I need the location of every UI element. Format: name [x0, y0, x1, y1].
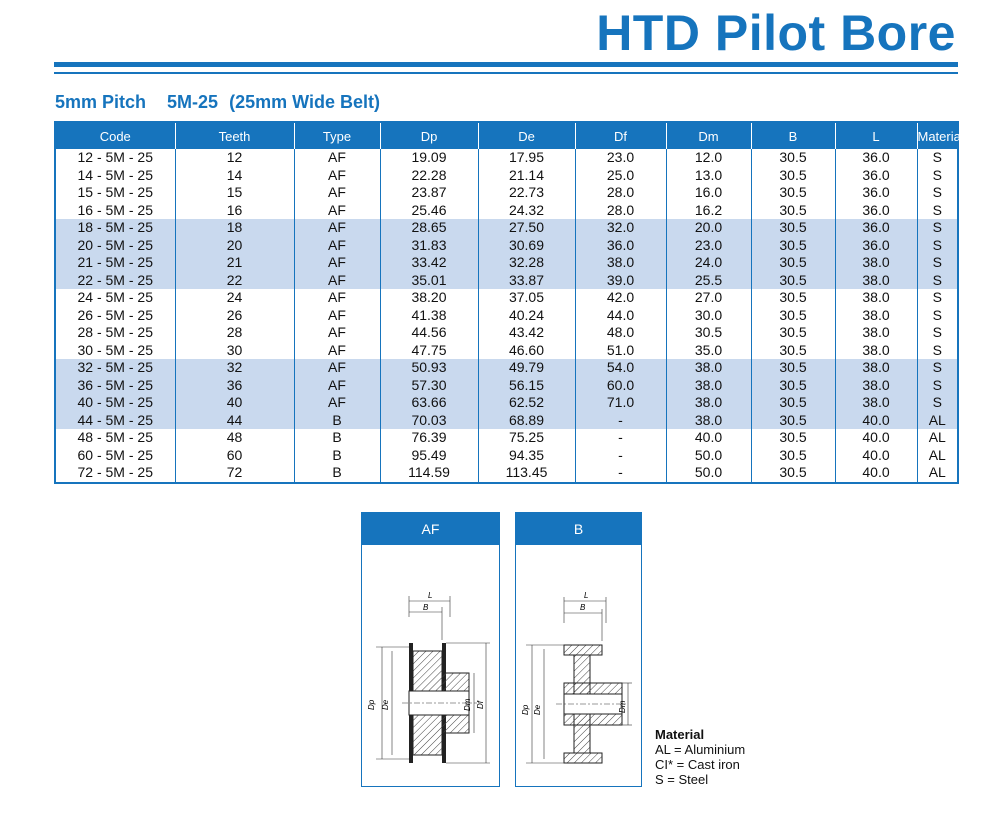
- table-cell-b: 30.5: [751, 464, 835, 483]
- table-cell-l: 36.0: [835, 202, 917, 220]
- table-row: [55, 202, 958, 220]
- column-header-dp: Dp: [380, 122, 478, 149]
- table-cell-type: AF: [294, 219, 380, 237]
- table-cell-dm: 50.0: [666, 447, 751, 465]
- table-cell-code: 15 - 5M - 25: [77, 184, 153, 201]
- table-row: [55, 412, 958, 430]
- table-cell-b: 30.5: [751, 289, 835, 307]
- table-row: [55, 184, 958, 202]
- table-cell-teeth: 12: [175, 149, 294, 167]
- table-cell-type: AF: [294, 324, 380, 342]
- table-row: [55, 307, 958, 325]
- table-cell-material: S: [917, 394, 958, 412]
- table-cell-material: S: [917, 272, 958, 290]
- table-cell-de: 17.95: [478, 149, 575, 167]
- table-cell-teeth: 32: [175, 359, 294, 377]
- table-cell-teeth: 26: [175, 307, 294, 325]
- table-cell-dp: 35.01: [380, 272, 478, 290]
- table-cell-material: S: [917, 342, 958, 360]
- b-upper-rim: [564, 645, 602, 655]
- table-cell-dp: 44.56: [380, 324, 478, 342]
- table-cell-df: 28.0: [575, 184, 666, 202]
- table-cell-material: AL: [917, 412, 958, 430]
- table-cell-teeth: 60: [175, 447, 294, 465]
- b-dim-dm-label: Dm: [618, 700, 627, 713]
- table-cell-dm: 13.0: [666, 167, 751, 185]
- table-cell-material: S: [917, 219, 958, 237]
- legend-heading: Material: [655, 727, 705, 742]
- table-cell-dp: 19.09: [380, 149, 478, 167]
- af-dim-de-label: De: [381, 699, 390, 710]
- table-cell-material: S: [917, 324, 958, 342]
- table-cell-l: 38.0: [835, 254, 917, 272]
- table-cell-df: 23.0: [575, 149, 666, 167]
- table-row: [55, 219, 958, 237]
- table-cell-dp: 33.42: [380, 254, 478, 272]
- af-dim-dm-label: Dm: [463, 698, 472, 711]
- table-cell-dp: 114.59: [380, 464, 478, 483]
- table-cell-code: 36 - 5M - 25: [55, 377, 175, 395]
- table-cell-teeth: 22: [175, 272, 294, 290]
- table-row: [55, 237, 958, 255]
- table-cell-df: -: [575, 412, 666, 430]
- table-cell-teeth: 44: [175, 412, 294, 430]
- table-cell-type: AF: [294, 394, 380, 412]
- table-cell-teeth: 72: [175, 464, 294, 483]
- table-cell-dm: 24.0: [666, 254, 751, 272]
- table-cell-b: 30.5: [751, 342, 835, 360]
- table-cell-dm: 23.0: [666, 237, 751, 255]
- table-cell-b: 30.5: [751, 412, 835, 430]
- table-row: [55, 342, 958, 360]
- column-header-df: Df: [575, 122, 666, 149]
- table-cell-l: 36.0: [835, 184, 917, 202]
- table-cell-b: 30.5: [751, 202, 835, 220]
- table-cell-material: S: [917, 237, 958, 255]
- table-cell-dp: 31.83: [380, 237, 478, 255]
- b-dim-de-label: De: [533, 704, 542, 715]
- table-cell-b: 30.5: [751, 167, 835, 185]
- table-cell-b: 30.5: [751, 237, 835, 255]
- af-dim-df-label: Df: [476, 701, 485, 709]
- material-legend: [655, 727, 745, 787]
- table-cell-material: S: [917, 167, 958, 185]
- table-cell-de: 62.52: [478, 394, 575, 412]
- table-row: [55, 254, 958, 272]
- table-cell-teeth: 40: [175, 394, 294, 412]
- table-cell-dp: 47.75: [380, 342, 478, 360]
- table-cell-dp: 22.28: [380, 167, 478, 185]
- table-cell-type: AF: [294, 254, 380, 272]
- table-cell-l: 40.0: [835, 447, 917, 465]
- table-cell-teeth: 48: [175, 429, 294, 447]
- table-cell-dp: 50.93: [380, 359, 478, 377]
- table-cell-df: 42.0: [575, 289, 666, 307]
- table-cell-l: 36.0: [835, 237, 917, 255]
- table-row: [55, 359, 958, 377]
- table-cell-teeth: 28: [175, 324, 294, 342]
- table-cell-df: 39.0: [575, 272, 666, 290]
- table-row: [55, 289, 958, 307]
- table-cell-type: AF: [294, 184, 380, 202]
- table-cell-code: 16 - 5M - 25: [77, 201, 153, 218]
- table-cell-teeth: 15: [175, 184, 294, 202]
- table-cell-material: S: [917, 289, 958, 307]
- table-cell-b: 30.5: [751, 184, 835, 202]
- table-cell-de: 32.28: [478, 254, 575, 272]
- table-cell-dm: 38.0: [666, 394, 751, 412]
- column-header-code: Code: [55, 122, 175, 149]
- table-cell-dm: 30.0: [666, 307, 751, 325]
- table-cell-code: 26 - 5M - 25: [77, 306, 153, 323]
- table-cell-dm: 16.0: [666, 184, 751, 202]
- table-cell-dp: 63.66: [380, 394, 478, 412]
- table-cell-b: 30.5: [751, 254, 835, 272]
- table-cell-b: 30.5: [751, 394, 835, 412]
- table-cell-dp: 70.03: [380, 412, 478, 430]
- title-divider-thick: [54, 62, 958, 67]
- table-cell-dm: 35.0: [666, 342, 751, 360]
- table-cell-b: 30.5: [751, 377, 835, 395]
- table-cell-type: AF: [294, 237, 380, 255]
- diagram-b-title: B: [516, 513, 641, 545]
- table-cell-dp: 41.38: [380, 307, 478, 325]
- table-cell-df: 71.0: [575, 394, 666, 412]
- table-body: [55, 149, 958, 483]
- section-subtitle: [55, 92, 396, 113]
- table-cell-code: 60 - 5M - 25: [77, 446, 153, 463]
- table-cell-b: 30.5: [751, 272, 835, 290]
- table-row: [55, 429, 958, 447]
- table-cell-code: 18 - 5M - 25: [55, 219, 175, 237]
- table-cell-code: 30 - 5M - 25: [77, 341, 153, 358]
- diagram-panel-af: [361, 512, 500, 787]
- table-cell-b: 30.5: [751, 447, 835, 465]
- table-cell-l: 38.0: [835, 324, 917, 342]
- table-cell-df: 32.0: [575, 219, 666, 237]
- table-cell-type: B: [294, 429, 380, 447]
- table-header-row: [55, 122, 958, 149]
- table-cell-code: 48 - 5M - 25: [77, 429, 153, 446]
- column-header-de: De: [478, 122, 575, 149]
- table-cell-de: 56.15: [478, 377, 575, 395]
- table-cell-dp: 38.20: [380, 289, 478, 307]
- table-cell-b: 30.5: [751, 324, 835, 342]
- table-cell-material: S: [917, 202, 958, 220]
- table-cell-l: 38.0: [835, 307, 917, 325]
- table-cell-type: AF: [294, 359, 380, 377]
- table-cell-type: AF: [294, 149, 380, 167]
- table-cell-l: 40.0: [835, 429, 917, 447]
- belt-width-label: (25mm Wide Belt): [229, 92, 380, 112]
- table-cell-de: 94.35: [478, 447, 575, 465]
- table-cell-material: S: [917, 149, 958, 167]
- table-cell-de: 24.32: [478, 202, 575, 220]
- table-row: [55, 167, 958, 185]
- table-cell-l: 38.0: [835, 289, 917, 307]
- table-cell-material: S: [917, 307, 958, 325]
- af-dim-dp-label: Dp: [367, 699, 376, 710]
- table-cell-dp: 57.30: [380, 377, 478, 395]
- table-cell-dm: 38.0: [666, 359, 751, 377]
- diagram-af-title: AF: [362, 513, 499, 545]
- table-cell-de: 113.45: [478, 464, 575, 483]
- column-header-type: Type: [294, 122, 380, 149]
- table-row: [55, 377, 958, 395]
- b-pulley-drawing: [516, 545, 641, 786]
- table-cell-de: 68.89: [478, 412, 575, 430]
- table-cell-l: 36.0: [835, 149, 917, 167]
- table-cell-dm: 40.0: [666, 429, 751, 447]
- legend-item-aluminium: AL = Aluminium: [655, 742, 746, 757]
- table-cell-de: 27.50: [478, 219, 575, 237]
- column-header-l: L: [835, 122, 917, 149]
- table-cell-material: S: [917, 377, 958, 395]
- table-cell-df: 44.0: [575, 307, 666, 325]
- table-cell-dp: 76.39: [380, 429, 478, 447]
- table-cell-type: B: [294, 412, 380, 430]
- b-dim-b-label: B: [580, 603, 586, 612]
- table-cell-teeth: 14: [175, 167, 294, 185]
- table-cell-dp: 28.65: [380, 219, 478, 237]
- table-cell-type: B: [294, 447, 380, 465]
- table-cell-material: S: [917, 254, 958, 272]
- table-cell-code: 21 - 5M - 25: [55, 254, 175, 272]
- table-cell-df: 38.0: [575, 254, 666, 272]
- table-cell-de: 33.87: [478, 272, 575, 290]
- table-cell-dm: 25.5: [666, 272, 751, 290]
- table-cell-code: 44 - 5M - 25: [55, 412, 175, 430]
- table-cell-b: 30.5: [751, 359, 835, 377]
- title-divider-thin: [54, 72, 958, 74]
- table-row: [55, 464, 958, 483]
- table-cell-de: 49.79: [478, 359, 575, 377]
- table-cell-material: AL: [917, 429, 958, 447]
- af-dim-l-label: L: [428, 591, 433, 600]
- table-cell-dp: 25.46: [380, 202, 478, 220]
- table-cell-type: AF: [294, 167, 380, 185]
- table-cell-code: 22 - 5M - 25: [55, 272, 175, 290]
- table-cell-type: AF: [294, 289, 380, 307]
- table-cell-teeth: 36: [175, 377, 294, 395]
- table-cell-l: 38.0: [835, 359, 917, 377]
- table-cell-de: 75.25: [478, 429, 575, 447]
- table-cell-df: 51.0: [575, 342, 666, 360]
- b-lower-rim: [564, 753, 602, 763]
- table-cell-dm: 30.5: [666, 324, 751, 342]
- column-header-teeth: Teeth: [175, 122, 294, 149]
- table-cell-dm: 38.0: [666, 377, 751, 395]
- table-cell-code: 12 - 5M - 25: [77, 149, 153, 166]
- b-dim-l-label: L: [584, 591, 589, 600]
- af-dim-b-label: B: [423, 603, 429, 612]
- table-cell-de: 37.05: [478, 289, 575, 307]
- table-cell-l: 40.0: [835, 412, 917, 430]
- table-cell-dm: 27.0: [666, 289, 751, 307]
- table-cell-type: AF: [294, 342, 380, 360]
- legend-item-cast-iron: CI* = Cast iron: [655, 757, 740, 772]
- table-cell-de: 30.69: [478, 237, 575, 255]
- table-cell-b: 30.5: [751, 429, 835, 447]
- table-cell-teeth: 24: [175, 289, 294, 307]
- column-header-material: Material: [917, 122, 958, 149]
- table-cell-type: AF: [294, 377, 380, 395]
- table-cell-type: AF: [294, 202, 380, 220]
- page-title: HTD Pilot Bore: [596, 5, 956, 61]
- column-header-dm: Dm: [666, 122, 751, 149]
- table-cell-de: 43.42: [478, 324, 575, 342]
- table-cell-b: 30.5: [751, 149, 835, 167]
- table-cell-l: 36.0: [835, 167, 917, 185]
- af-pulley-drawing: [362, 545, 499, 786]
- table-cell-dm: 16.2: [666, 202, 751, 220]
- table-cell-l: 38.0: [835, 377, 917, 395]
- table-cell-material: S: [917, 359, 958, 377]
- table-cell-type: B: [294, 464, 380, 483]
- table-cell-df: 25.0: [575, 167, 666, 185]
- table-cell-de: 40.24: [478, 307, 575, 325]
- table-cell-df: 28.0: [575, 202, 666, 220]
- table-cell-dm: 50.0: [666, 464, 751, 483]
- table-cell-type: AF: [294, 307, 380, 325]
- table-cell-teeth: 30: [175, 342, 294, 360]
- legend-item-steel: S = Steel: [655, 772, 709, 787]
- pitch-label: 5mm Pitch: [55, 92, 147, 112]
- table-cell-l: 38.0: [835, 394, 917, 412]
- table-cell-de: 46.60: [478, 342, 575, 360]
- table-cell-dm: 12.0: [666, 149, 751, 167]
- table-row: [55, 394, 958, 412]
- table-cell-dm: 20.0: [666, 219, 751, 237]
- table-row: [55, 447, 958, 465]
- table-cell-code: 24 - 5M - 25: [77, 289, 153, 306]
- table-cell-material: AL: [917, 447, 958, 465]
- table-cell-df: -: [575, 464, 666, 483]
- table-cell-code: 14 - 5M - 25: [77, 166, 153, 183]
- table-cell-code: 20 - 5M - 25: [55, 237, 175, 255]
- table-cell-df: 60.0: [575, 377, 666, 395]
- belt-code-label: 5M-25: [167, 92, 219, 112]
- table-cell-df: -: [575, 429, 666, 447]
- table-cell-b: 30.5: [751, 219, 835, 237]
- table-cell-material: S: [917, 184, 958, 202]
- table-cell-b: 30.5: [751, 307, 835, 325]
- diagram-panel-b: [515, 512, 642, 787]
- table-cell-teeth: 20: [175, 237, 294, 255]
- table-cell-df: -: [575, 447, 666, 465]
- table-cell-teeth: 16: [175, 202, 294, 220]
- column-header-b: B: [751, 122, 835, 149]
- table-cell-teeth: 21: [175, 254, 294, 272]
- table-cell-code: 40 - 5M - 25: [55, 394, 175, 412]
- table-row: [55, 324, 958, 342]
- table-cell-teeth: 18: [175, 219, 294, 237]
- table-cell-df: 54.0: [575, 359, 666, 377]
- table-cell-dm: 38.0: [666, 412, 751, 430]
- spec-table: [54, 121, 964, 484]
- table-cell-l: 38.0: [835, 272, 917, 290]
- table-cell-dp: 95.49: [380, 447, 478, 465]
- table-cell-code: 32 - 5M - 25: [55, 359, 175, 377]
- table-cell-material: AL: [917, 464, 958, 483]
- table-cell-l: 38.0: [835, 342, 917, 360]
- table-cell-code: 28 - 5M - 25: [77, 324, 153, 341]
- table-row: [55, 272, 958, 290]
- table-row: [55, 149, 958, 167]
- table-cell-df: 48.0: [575, 324, 666, 342]
- table-cell-de: 21.14: [478, 167, 575, 185]
- table-cell-l: 40.0: [835, 464, 917, 483]
- table-cell-de: 22.73: [478, 184, 575, 202]
- b-dim-dp-label: Dp: [521, 704, 530, 715]
- table-cell-l: 36.0: [835, 219, 917, 237]
- table-cell-df: 36.0: [575, 237, 666, 255]
- table-cell-dp: 23.87: [380, 184, 478, 202]
- table-cell-type: AF: [294, 272, 380, 290]
- table-cell-code: 72 - 5M - 25: [77, 464, 153, 481]
